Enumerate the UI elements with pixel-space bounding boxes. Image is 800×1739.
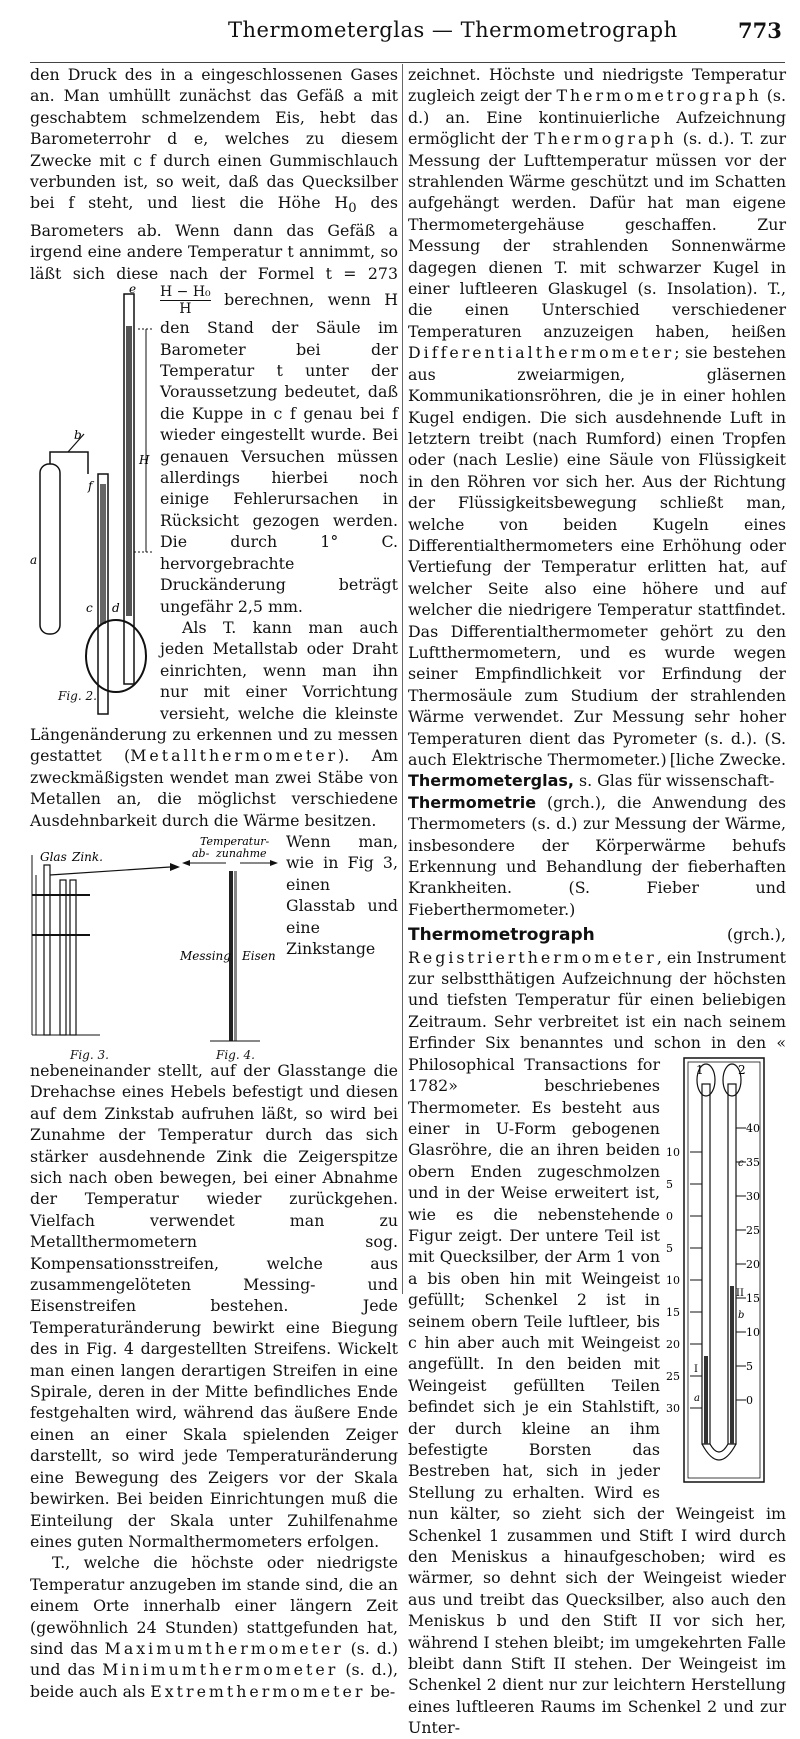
six-right-scale-label: 0 [746,1393,753,1407]
left-paragraph-4 [30,1552,398,1702]
term-maximumthermometer: Maximumthermometer [104,1638,344,1658]
six-right-scale-label: 10 [746,1325,760,1339]
fig2-label-f: f [88,479,93,494]
six-left-scale-label: 25 [666,1369,680,1383]
text-run: ). Am zweckmäßigsten wendet man zwei Stäbe von Metallen an, die möglichst verschiedene Ausdehnbarkeit durch die Wärme besitzen. [30,746,398,830]
text-run: berechnen, wenn H den Stand der Säule im Barometer bei der Temperatur t unter der Voraussetzung bedeutet, daß die Kuppe in c f genau bei f wieder eingestellt wurde. Bei genauen Versuchen müssen allerdings hierbei noch einige Fehlerursachen in Rücksicht gezogen werden. Die durch 1° C. hervorgebrachte Druckänderung beträgt ungefähr 2,5 mm. [160,290,398,616]
left-column [30,64,398,1702]
text-run: (s. d.) und das [30,1638,398,1680]
fig2-label-a: a [30,553,38,568]
text-run: T., welche die höchste oder niedrigste Temperatur anzugeben im stande sind, die an einem Orte innerhalb einer längern Zeit (gewöhnlich 24 Stunden) stattgefunden hat, sind das [30,1553,398,1658]
six-label-I: I [694,1363,698,1375]
running-title: Thermometerglas — Thermometrograph [228,18,678,42]
text-run: be- [365,1681,396,1701]
fig4-label-temp3: zunahme [216,846,267,860]
six-right-scale-label: 40 [746,1121,760,1135]
six-right-scale-label: 5 [746,1359,753,1373]
term-metallthermometer: Metallthermometer [130,746,339,766]
figure-2-drawing [28,284,156,704]
fig2-label-d: d [112,601,120,616]
six-right-scale-label: 30 [746,1189,760,1203]
entry-thermometerglas [408,770,786,791]
text-run: des Barometers ab. Wenn dann das Gefäß a irgend eine andere Temperatur t annimmt, so läßt sich diese nach der Formel t = [30,193,398,283]
entry-head-thermometerglas: Thermometerglas, [408,771,574,791]
figure-2-caption: Fig. 2. [58,689,97,704]
formula-denominator: H [179,301,192,318]
six-left-scale-label: 10 [666,1273,680,1287]
text-run: , ein Instrument zur selbstthätigen Aufzeichnung der höchsten und tiefsten Temperatur für einen beliebigen Zeitraum. Sehr verbreitet ist ein nach seinem Erfinder Six benanntes und schon in den « [408,947,786,1053]
text-run: (s. d.). T. zur Messung der Lufttemperatur müssen vor der strahlenden Wärme geschützt und im Schatten aufgehängt werden. Dafür hat man eigene Thermometergehäuse geschaffen. Zur Messung der strahlenden Sonnenwärme dagegen dienen T. mit schwarzer Kugel in einer luftleeren Glaskugel (s. Insolation). T., die einen Unterschied verschiedener Temperaturen anzuzeigen haben, heißen [408,129,786,341]
six-label-1: 1 [696,1062,704,1077]
right-column [408,64,786,1739]
figure-3-caption: Fig. 3. [70,1047,109,1062]
six-left-scale-label: 20 [666,1337,680,1351]
term-thermometrograph: Thermometrograph [556,86,762,106]
six-left-scale-label: 15 [666,1305,680,1319]
column-divider [402,64,403,1294]
text-run: s. Glas für wissenschaft- [573,771,775,791]
figure-2-barometer [28,284,156,704]
six-label-a: a [694,1392,700,1404]
text-run-end: [liche Zwecke. [669,750,786,769]
figure-3-4 [30,835,280,1060]
six-left-scale-label: 0 [666,1209,673,1223]
page-number: 773 [738,18,782,43]
six-label-2: 2 [738,1062,746,1077]
formula-numerator: H − H₀ [160,284,211,301]
figure-six-thermometer [666,1056,786,1486]
term-differentialthermometer: Differentialthermometer [408,343,675,363]
formula-prefix: 273 [367,263,398,283]
source-citation: Philosophical Transactions for 1782 [408,1054,660,1096]
fig2-label-e: e [129,282,137,297]
text-run: ; sie bestehen aus zweiarmigen, gläsernen Kommunikationsröhren, die je in einer hohlen Kugel endigen. Die sich ausdehnende Luft in letztern treibt (nach Rumford) einen Tropfen oder (nach Leslie) eine Säule von Flüssigkeit in den Röhren vor sich her. Aus der Richtung der Flüssigkeitsbewegung schließt man, welche von beiden Kugeln eines Differentialthermometers eine Erhöhung oder Vertiefung der Temperatur erlitten hat, auf welcher Seite also eine höhere und auf welcher die niedrigere Temperatur stattfindet. Das Differentialthermometer gehört zu den Luftthermometern, und es wurde wegen seiner Empfindlichkeit vor Erfindung der Thermosäule zum Studium der strahlenden Wärme verwendet. Zur Messung sehr hoher Temperaturen dient das Pyrometer (s. d.). (S. auch Elektrische Thermometer.) [408,343,786,769]
fig4-label-temp1: Temperatur- [200,834,270,848]
fig4-label-eisen: Eisen [242,948,276,963]
six-label-c: c [738,1157,744,1169]
text-run: (s. d.), beide auch als [30,1660,398,1701]
six-right-scale-label: 15 [746,1291,760,1305]
six-label-II: II [736,1287,744,1299]
page-header [0,10,800,50]
text-run: Als T. kann man auch jeden Metallstab oder Draht einrichten, wenn man ihn nur mit einer Vorrichtung versieht, welche die kleinste Längenänderung zu erkennen und zu messen gestattet ( [30,617,398,766]
six-left-scale-label: 30 [666,1401,680,1415]
formula-fraction [160,284,211,317]
fig3-label-glas: Glas [40,849,67,864]
entry-head-thermometrie: Thermometrie [408,792,537,812]
term-extremthermometer: Extremthermometer [150,1681,366,1701]
header-rule [30,62,785,63]
figure-3-4-drawing [30,835,280,1060]
text-run: (s. d.) an. Eine kontinuierliche Aufzeichnung ermöglicht der [408,86,786,149]
term-registrierthermometer: Registrierthermometer [408,947,657,967]
entry-head-thermometrograph: Thermometrograph [408,925,595,946]
figure-4-caption: Fig. 4. [216,1047,255,1062]
text-run: Wenn man, wie in Fig 3, einen Glasstab und eine Zinkstange nebeneinander stellt, auf der Glasstange die Drehachse eines Hebels befestigt und diesen auf dem Zinkstab aufruhen läßt, so wird bei Zunahme der Temperatur durch das sich stärker ausdehnende Zink die Zeigerspitze sich nach oben bewegen, bei einer Abnahme der Temperatur wieder zurückgehen. Vielfach verwendet man zu Metallthermometern sog. Kompensationsstreifen, welche aus zusammengelöteten Messing- und Eisenstreifen bestehen. Jede Temperaturänderung bewirkt eine Biegung des in Fig. 4 dargestellten Streifens. Wickelt man einen langen derartigen Streifen in eine Spirale, deren in der Mitte befindliches Ende festgehalten wird, während das äußere Ende einen an einer Skala spielenden Zeiger darstellt, so wird jede Temperaturänderung eine Bewegung des Zeigers vor der Skala bewirken. Bei beiden Einrichtungen muß die Einteilung der Skala unter Zuhilfenahme eines guten Normalthermometers erfolgen. [30,831,398,1551]
fig3-label-zink: Zink. [72,849,103,864]
six-label-b: b [738,1309,745,1321]
fig4-label-temp2: ab- [192,846,210,860]
entry-thermometrie [408,792,786,920]
six-left-scale-label: 5 [666,1177,673,1191]
right-paragraph-1 [408,64,786,770]
entry-thermometrograph [408,924,786,1738]
six-thermometer-drawing [666,1056,786,1486]
term-thermograph: Thermograph [534,129,677,149]
fig2-label-H: H [139,453,150,468]
text-run: den Druck des in a eingeschlossenen Gases an. Man umhüllt zunächst das Gefäß a mit geschabtem schmelzendem Eis, hebt das Barometerrohr d e, welches zu diesem Zwecke mit c f durch einen Gummischlauch verbunden ist, so weit, daß das Quecksilber bei f steht, und liest die Höhe H [30,65,398,213]
text-run: (grch.), [594,925,786,945]
subscript: 0 [348,201,357,217]
fig2-label-c: c [86,601,93,616]
six-right-scale-label: 35 [746,1155,760,1169]
six-left-scale-label: 5 [666,1241,673,1255]
six-left-scale-label: 10 [666,1145,680,1159]
text-run: » beschriebenes Thermometer. Es besteht aus einer in U-Form gebogenen Glasröhre, die an ihren beiden obern Enden zugeschmolzen und in der Weise erweitert ist, wie es die nebenstehende Figur zeigt. Der untere Teil ist mit Quecksilber, der Arm 1 von a bis oben hin mit Weingeist gefüllt; Schenkel 2 ist in seinem obern Teile luftleer, bis c hin aber auch mit Weingeist angefüllt. In den beiden mit Weingeist gefüllten Teilen befindet sich je ein Stahlstift, der durch kleine an ihm befestigte Borsten das Bestreben hat, sich in jeder Stellung zu erhalten. Wird es nun kälter, so zieht sich der Weingeist im Schenkel 1 zusammen und Stift I wird durch den Meniskus a hinaufgeschoben; wird es wärmer, so dehnt sich der Weingeist wieder aus und treibt das Quecksilber, also auch den Meniskus b und den Stift II vor sich her, während I stehen bleibt; im umgekehrten Falle bleibt dann Stift II stehen. Der Weingeist im Schenkel 2 dient nur zur leichtern Herstellung eines luftleeren Raums im Schenkel 2 und zur Unter- [408,1076,786,1738]
six-right-scale-label: 20 [746,1257,760,1271]
left-paragraph-3 [30,831,398,1552]
six-right-scale-label: 25 [746,1223,760,1237]
text-run: (grch.), die Anwendung des Thermometers (s. d.) zur Messung der Wärme, insbesondere der Körperwärme behufs Erkennung und Behandlung der fieberhaften Krankheiten. (S. Fieber und Fieberthermometer.) [408,792,786,919]
text-run: zeichnet. Höchste und niedrigste Temperatur zugleich zeigt der [408,65,786,106]
fig2-label-b: b [74,428,82,443]
term-minimumthermometer: Minimumthermometer [102,1660,339,1680]
fig4-label-messing: Messing [180,948,231,963]
